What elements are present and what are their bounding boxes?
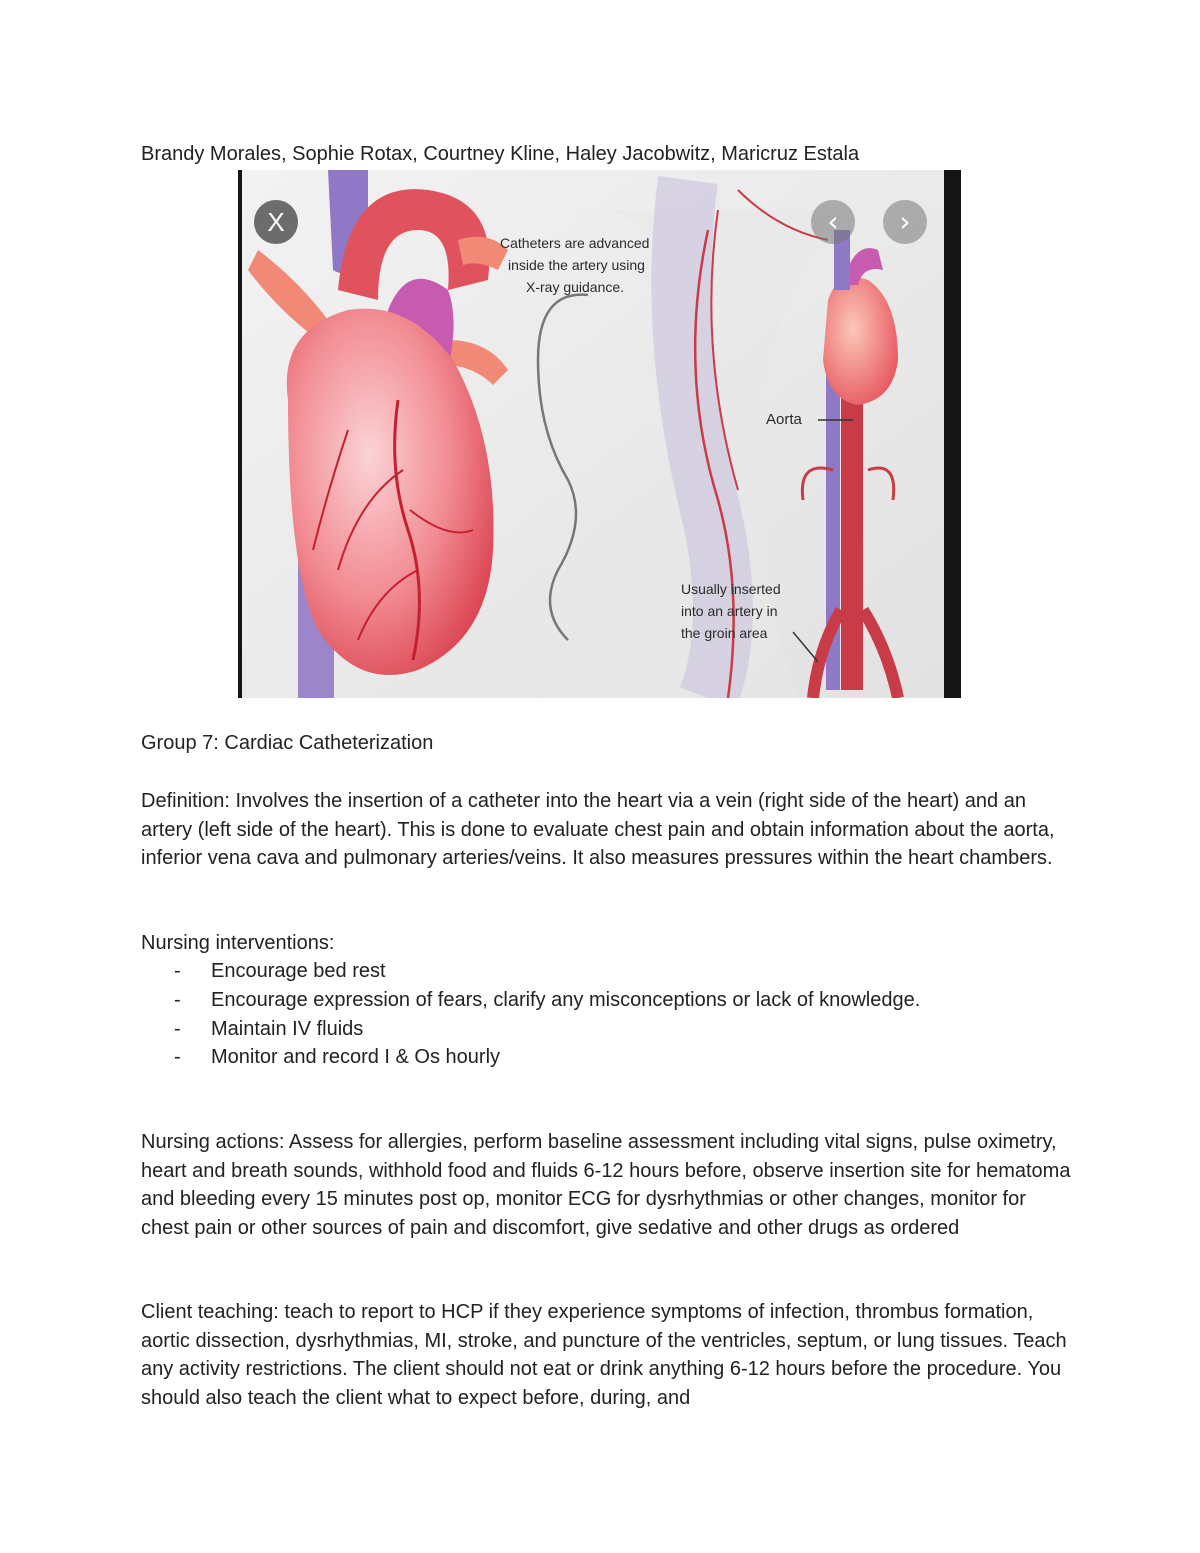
list-bullet: -: [174, 1017, 181, 1040]
list-bullet: -: [174, 960, 181, 982]
list-item: [141, 986, 920, 1015]
svg-text:into an artery in: into an artery in: [681, 603, 778, 619]
list-bullet: -: [174, 1046, 181, 1069]
client-teaching-paragraph: Client teaching: teach to report to HCP if they experience symptoms of infection, thrombus formation, aortic dissection, dysrhythmias, MI, stroke, and puncture of the ventricles, septum, or lung tissues. Teach any activity restrictions. The client should not eat or drink anything 6-12 hours before the procedure. You should also teach the client what to expect before, during, and: [141, 1301, 1067, 1409]
interventions-list: [141, 957, 920, 1072]
nursing-actions-paragraph: Nursing actions: Assess for allergies, perform baseline assessment including vital signs, pulse oximetry, heart and breath sounds, withhold food and fluids 6-12 hours before, observe insertion site for hematoma and bleeding every 15 minutes post op, monitor ECG for dysrhythmias or other changes, monitor for chest pain or other sources of pain and discomfort, give sedative and other drugs as ordered: [141, 1131, 1071, 1239]
list-item: [141, 957, 920, 986]
svg-text:Aorta: Aorta: [766, 411, 802, 428]
illustration-svg: [238, 170, 961, 698]
list-item-text: Maintain IV fluids: [211, 1017, 364, 1040]
interventions-heading: Nursing interventions:: [141, 932, 335, 954]
aorta-vessel: [841, 370, 863, 690]
svg-text:Catheters are advanced: Catheters are advanced: [500, 235, 650, 251]
svg-text:inside the artery using: inside the artery using: [508, 257, 645, 273]
author-list: Brandy Morales, Sophie Rotax, Courtney Kline, Haley Jacobwitz, Maricruz Estala: [141, 143, 860, 165]
list-item: [141, 1015, 920, 1044]
previous-image-button[interactable]: [811, 200, 855, 244]
svg-text:‹: ‹: [827, 205, 839, 238]
list-item: [141, 1043, 920, 1072]
svg-text:the groin area: the groin area: [681, 625, 768, 641]
close-button[interactable]: [254, 200, 298, 244]
definition-paragraph: Definition: Involves the insertion of a catheter into the heart via a vein (right side of the heart) and an artery (left side of the heart). This is done to evaluate chest pain and obtain information about the aorta, inferior vena cava and pulmonary arteries/veins. It also measures pressures within the heart chambers.: [141, 790, 1055, 869]
list-item-text: Monitor and record I & Os hourly: [211, 1046, 501, 1069]
svg-text:Usually inserted: Usually inserted: [681, 581, 781, 597]
next-image-button[interactable]: [883, 200, 927, 244]
svg-text:›: ›: [899, 205, 911, 238]
document-title: Group 7: Cardiac Catheterization: [141, 732, 434, 754]
list-item-text: Encourage expression of fears, clarify any misconceptions or lack of knowledge.: [211, 988, 921, 1011]
list-bullet: -: [174, 988, 181, 1011]
cardiac-catheterization-illustration: [238, 170, 961, 698]
list-item-text: Encourage bed rest: [211, 960, 386, 982]
svg-text:X: X: [267, 207, 285, 237]
svg-text:X-ray guidance.: X-ray guidance.: [526, 279, 625, 295]
